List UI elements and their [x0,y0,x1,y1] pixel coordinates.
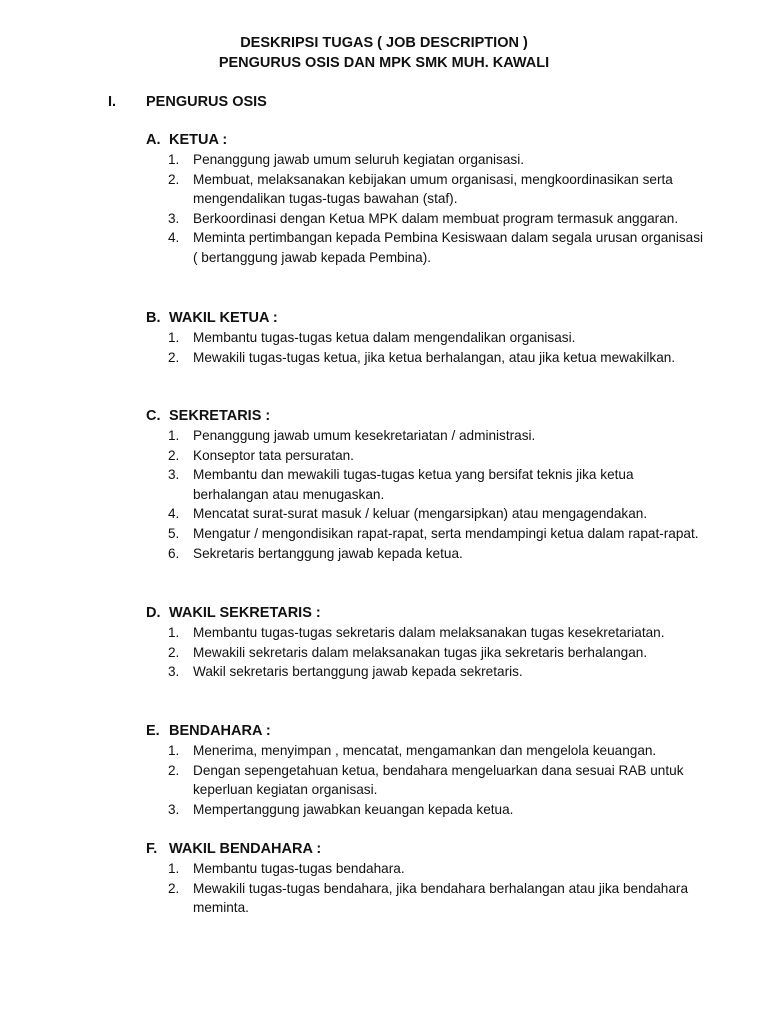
list-item [146,446,706,466]
item-number: 1. [168,625,180,640]
document-title: DESKRIPSI TUGAS ( JOB DESCRIPTION ) [240,35,528,51]
duty-list [146,426,706,563]
item-number: 3. [168,664,180,680]
duty-list [146,150,706,268]
list-item [146,662,706,682]
part-heading [108,92,267,112]
item-text: Penanggung jawab umum seluruh kegiatan organisasi. [193,152,524,167]
section-label: WAKIL SEKRETARIS : [169,605,321,621]
item-text: Sekretaris bertanggung jawab kepada ketua. [193,545,463,561]
list-item [146,465,706,504]
item-text: Membantu tugas-tugas ketua dalam mengendalikan organisasi. [193,330,576,345]
section-sekretaris [146,406,706,563]
section-label: WAKIL KETUA : [169,310,278,326]
section-label: BENDAHARA : [169,723,271,739]
list-item [146,544,706,564]
item-text: Menerima, menyimpan , mencatat, mengamankan dan mengelola keuangan. [193,743,657,758]
item-number: 3. [168,801,180,817]
item-number: 3. [168,210,180,226]
item-number: 2. [168,349,180,365]
item-number: 2. [168,880,180,896]
section-letter: C. [146,408,161,424]
item-number: 2. [168,171,180,187]
list-item [146,859,706,879]
list-item [146,328,706,348]
list-item [146,426,706,446]
section-label: SEKRETARIS : [169,408,271,424]
item-text: Wakil sekretaris bertanggung jawab kepada sekretaris. [193,664,523,680]
section-title [146,308,706,328]
item-number: 2. [168,644,180,660]
item-text: Membantu tugas-tugas sekretaris dalam melaksanakan tugas kesekretariatan. [193,625,665,640]
list-item [146,150,706,170]
list-item [146,879,706,918]
section-wakil-bendahara [146,839,706,918]
list-item [146,643,706,663]
list-item [146,209,706,229]
section-letter: A. [146,132,161,148]
list-item [146,741,706,761]
section-label: KETUA : [169,132,228,148]
item-text: Membantu tugas-tugas bendahara. [193,861,405,876]
item-number: 1. [168,428,180,443]
duty-list [146,859,706,918]
item-text: Membantu dan mewakili tugas-tugas ketua yang bersifat teknis jika ketua berhalangan atau menugaskan. [193,467,634,502]
item-text: Konseptor tata persuratan. [193,447,354,463]
item-text: Mencatat surat-surat masuk / keluar (mengarsipkan) atau mengagendakan. [193,506,648,522]
item-text: Mewakili sekretaris dalam melaksanakan tugas jika sekretaris berhalangan. [193,644,648,660]
list-item [146,761,706,800]
item-number: 6. [168,545,180,561]
item-text: Penanggung jawab umum kesekretariatan / administrasi. [193,428,536,443]
item-number: 1. [168,152,180,167]
section-label: WAKIL BENDAHARA : [169,841,322,857]
duty-list [146,328,706,367]
section-bendahara [146,721,706,819]
item-number: 1. [168,743,180,758]
section-letter: F. [146,841,158,857]
section-title [146,603,706,623]
item-text: Mewakili tugas-tugas bendahara, jika bendahara berhalangan atau jika bendahara meminta. [193,880,689,916]
list-item [146,170,706,209]
item-number: 2. [168,762,180,778]
list-item [146,504,706,524]
section-letter: B. [146,310,161,326]
item-number: 1. [168,861,180,876]
duty-list [146,741,706,819]
list-item [146,800,706,820]
item-text: Membuat, melaksanakan kebijakan umum organisasi, mengkoordinasikan serta mengendalikan tugas-tugas bawahan (staf). [193,171,673,207]
section-title [146,839,706,859]
item-text: Berkoordinasi dengan Ketua MPK dalam membuat program termasuk anggaran. [193,210,679,226]
section-title [146,721,706,741]
list-item [146,524,706,544]
item-text: Mengatur / mengondisikan rapat-rapat, serta mendampingi ketua dalam rapat-rapat. [193,525,699,541]
item-number: 4. [168,230,180,246]
section-wakil-sekretaris [146,603,706,682]
part-label: PENGURUS OSIS [146,94,267,110]
section-title [146,130,706,150]
section-letter: E. [146,723,160,739]
section-letter: D. [146,605,161,621]
duty-list [146,623,706,682]
item-number: 3. [168,467,180,483]
item-text: Meminta pertimbangan kepada Pembina Kesiswaan dalam segala urusan organisasi ( bertanggung jawab kepada Pembina). [193,230,704,265]
item-number: 1. [168,330,180,345]
section-title [146,406,706,426]
section-ketua [146,130,706,268]
item-text: Mempertanggung jawabkan keuangan kepada ketua. [193,801,514,817]
list-item [146,348,706,368]
item-number: 4. [168,506,180,522]
item-text: Dengan sepengetahuan ketua, bendahara mengeluarkan dana sesuai RAB untuk keperluan kegiatan organisasi. [193,762,684,798]
section-wakil-ketua [146,308,706,367]
list-item [146,228,706,267]
item-text: Mewakili tugas-tugas ketua, jika ketua berhalangan, atau jika ketua mewakilkan. [193,349,676,365]
part-number: I. [108,94,117,110]
document-subtitle: PENGURUS OSIS DAN MPK SMK MUH. KAWALI [218,55,550,71]
list-item [146,623,706,643]
item-number: 2. [168,447,180,463]
item-number: 5. [168,525,180,541]
